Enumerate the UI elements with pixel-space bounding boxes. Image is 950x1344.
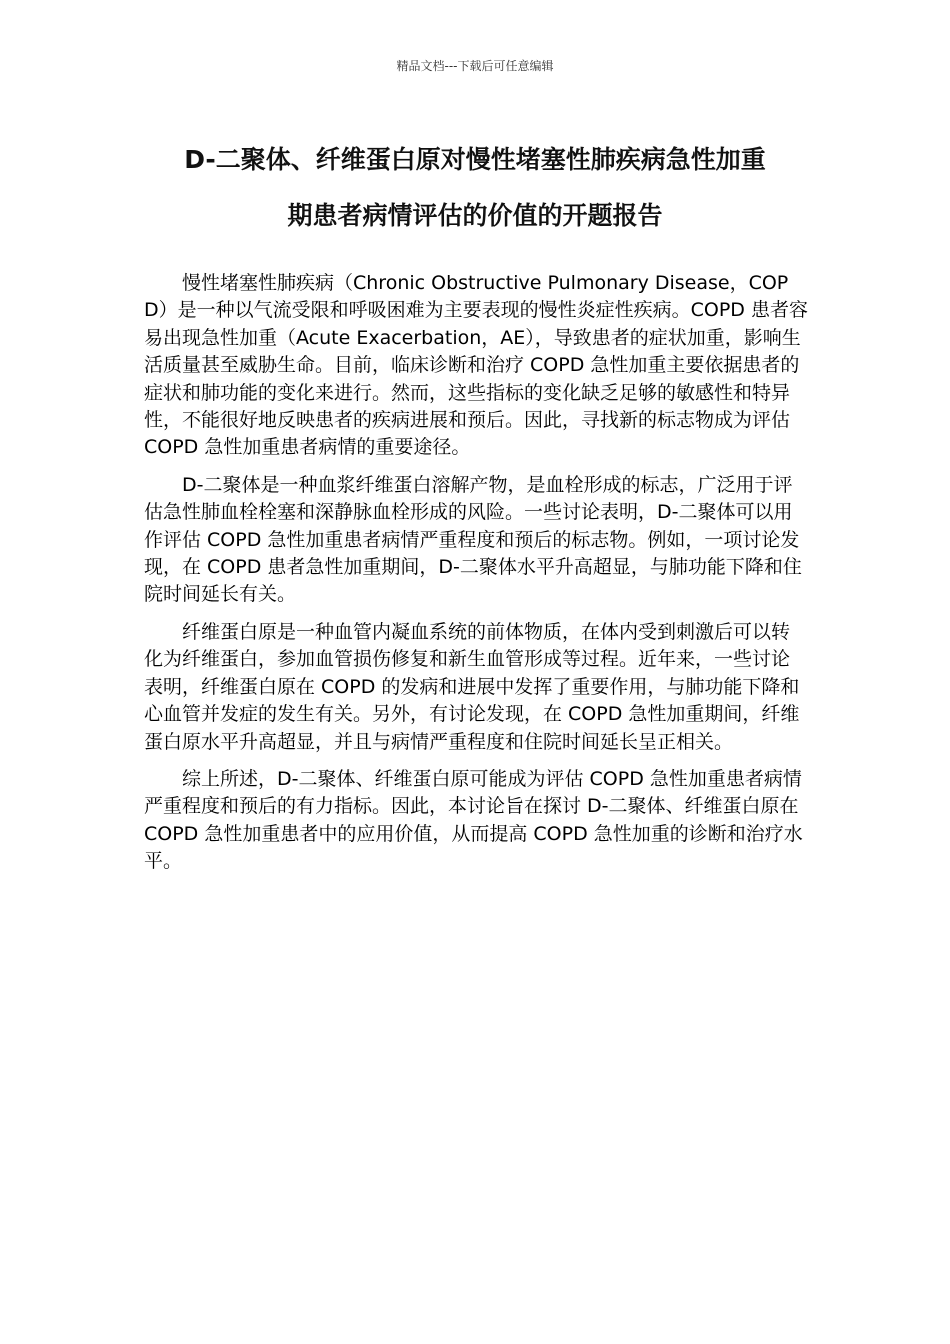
paragraph-fibrinogen: 纤维蛋白原是一种血管内凝血系统的前体物质，在体内受到刺激后可以转化为纤维蛋白，参加血管损伤修复和新生血管形成等过程。近年来，一些讨论表明，纤维蛋白原在 COPD 的发病和进展中发挥了重要作用，与肺功能下降和心血管并发症的发生有关。另外，有讨论发现，在 COPD 急性加重期间，纤维蛋白原水平升高超显，并且与病情严重程度和住院时间延长呈正相关。 (144, 620, 800, 753)
paragraph-copd-intro: 慢性堵塞性肺疾病（Chronic Obstructive Pulmonary Disease，COPD）是一种以气流受限和呼吸困难为主要表现的慢性炎症性疾病。COPD 患者容易出现急性加重（Acute Exacerbation，AE），导致患者的症状加重，影响生活质量甚至威胁生命。目前，临床诊断和治疗 COPD 急性加重主要依据患者的症状和肺功能的变化来进行。然而，这些指标的变化缺乏足够的敏感性和特异性，不能很好地反映患者的疾病进展和预后。因此，寻找新的标志物成为评估 COPD 急性加重患者病情的重要途径。 (144, 272, 808, 459)
document-body (144, 270, 808, 886)
title-line-2: 期患者病情评估的价值的开题报告 (287, 201, 663, 230)
paragraph-summary: 综上所述，D-二聚体、纤维蛋白原可能成为评估 COPD 急性加重患者病情严重程度和预后的有力指标。因此，本讨论旨在探讨 D-二聚体、纤维蛋白原在 COPD 急性加重患者中的应用价值，从而提高 COPD 急性加重的诊断和治疗水平。 (144, 767, 803, 873)
title-line-1: D-二聚体、纤维蛋白原对慢性堵塞性肺疾病急性加重 (184, 145, 766, 174)
document-title (120, 132, 830, 244)
paragraph-d-dimer: D-二聚体是一种血浆纤维蛋白溶解产物，是血栓形成的标志，广泛用于评估急性肺血栓栓塞和深静脉血栓形成的风险。一些讨论表明，D-二聚体可以用作评估 COPD 急性加重患者病情严重程度和预后的标志物。例如，一项讨论发现，在 COPD 患者急性加重期间，D-二聚体水平升高超显，与肺功能下降和住院时间延长有关。 (144, 473, 802, 606)
header-note: 精品文档---下载后可任意编辑 (396, 59, 554, 73)
